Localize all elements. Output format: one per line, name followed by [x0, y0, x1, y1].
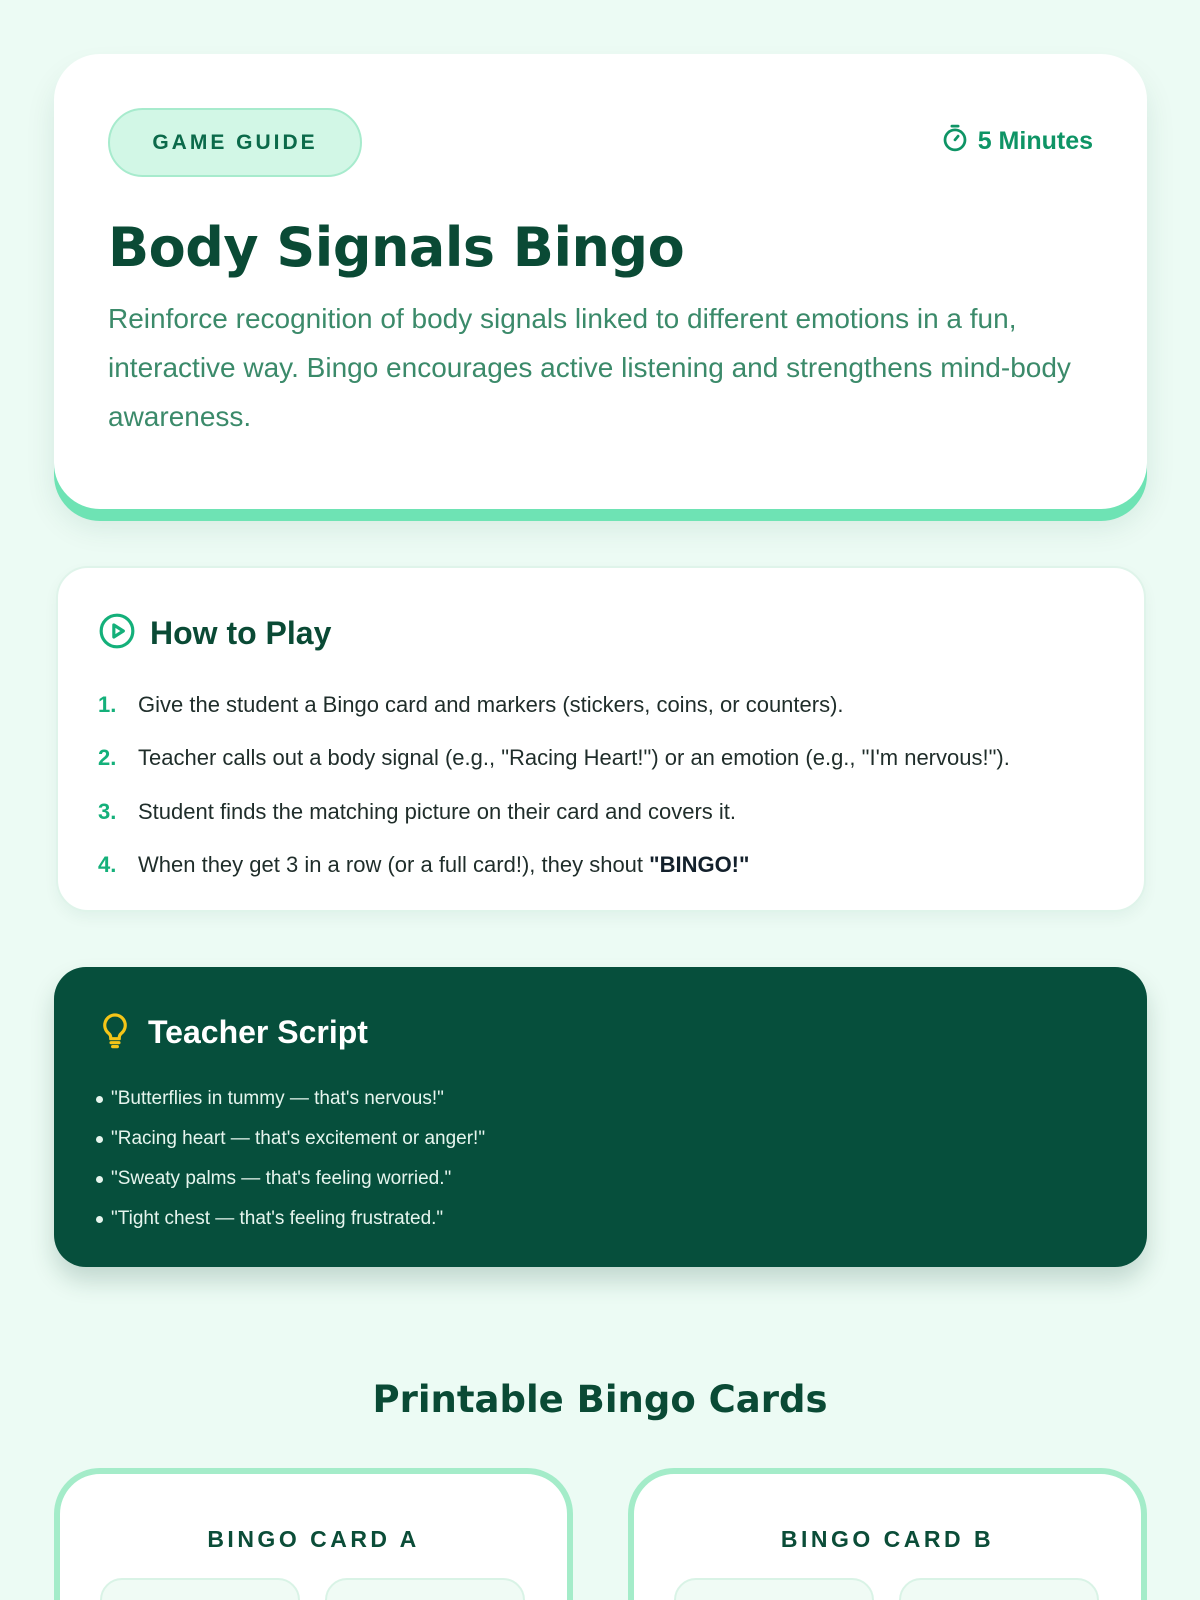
step-item	[98, 678, 1010, 732]
step-text: Student finds the matching picture on their card and covers it.	[138, 798, 736, 824]
game-guide-badge: GAME GUIDE	[108, 108, 362, 177]
page-title: Body Signals Bingo	[108, 216, 685, 279]
bingo-cell	[899, 1578, 1099, 1600]
stopwatch-icon	[940, 123, 970, 160]
step-text: Give the student a Bingo card and markers (stickers, coins, or counters).	[138, 691, 844, 717]
duration-indicator	[940, 124, 1093, 158]
bingo-card-b	[628, 1468, 1147, 1600]
script-line: "Tight chest — that's feeling frustrated."	[96, 1199, 485, 1239]
lightbulb-icon	[96, 1011, 134, 1054]
bingo-card-a	[54, 1468, 573, 1600]
bingo-cell	[674, 1578, 874, 1600]
duration-label: 5 Minutes	[977, 126, 1093, 155]
bingo-card-label: BINGO CARD A	[207, 1526, 420, 1552]
teacher-script-title: Teacher Script	[148, 1014, 368, 1050]
printable-cards-title: Printable Bingo Cards	[372, 1378, 828, 1421]
how-to-play-card	[56, 566, 1146, 912]
step-item	[98, 785, 1010, 839]
play-circle-icon	[98, 612, 136, 655]
bingo-shout: "BINGO!"	[649, 852, 750, 878]
step-text-plain: When they get 3 in a row (or a full card!), they shout	[138, 852, 650, 878]
teacher-script-card	[54, 967, 1147, 1267]
bingo-card-label: BINGO CARD B	[780, 1526, 995, 1552]
bingo-cell	[325, 1578, 525, 1600]
teacher-script-header	[96, 1011, 368, 1054]
step-item	[98, 732, 1010, 786]
bingo-cell	[100, 1578, 300, 1600]
script-line: "Sweaty palms — that's feeling worried."	[96, 1159, 485, 1199]
step-number: 4.	[98, 852, 117, 878]
steps-list	[98, 678, 1010, 892]
step-number: 1.	[98, 691, 117, 717]
step-number: 3.	[98, 798, 117, 824]
step-item	[98, 839, 1010, 893]
script-line: "Butterflies in tummy — that's nervous!"	[96, 1079, 485, 1119]
how-to-play-title: How to Play	[150, 615, 332, 651]
game-guide-hero-card	[54, 54, 1147, 509]
step-number: 2.	[98, 745, 117, 771]
page-description: Reinforce recognition of body signals linked to different emotions in a fun, interactive way. Bingo encourages active listening and strengthens mind-body awareness.	[108, 303, 1071, 432]
how-to-play-header	[98, 612, 331, 655]
step-text: Teacher calls out a body signal (e.g., "Racing Heart!") or an emotion (e.g., "I'm nervous!").	[138, 745, 1010, 771]
script-line: "Racing heart — that's excitement or anger!"	[96, 1119, 485, 1159]
script-lines-list	[96, 1079, 485, 1239]
step-text	[138, 852, 749, 878]
